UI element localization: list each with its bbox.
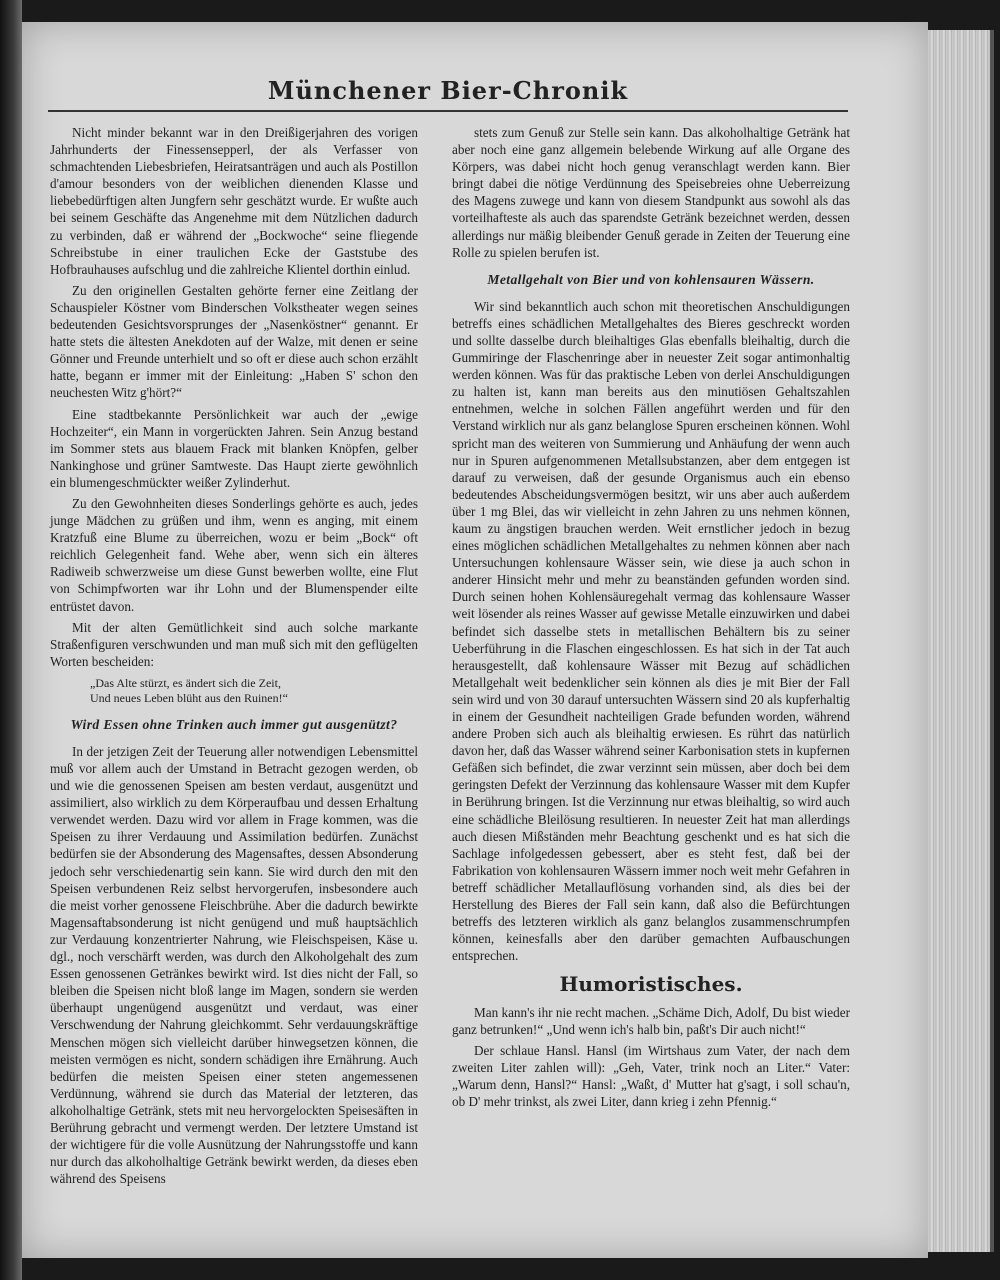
paragraph: Nicht minder bekannt war in den Dreißigerjahren des vorigen Jahrhunderts der Finessensepperl, der als Verfasser von schmachtenden Liebesbriefen, Heiratsanträgen und auch als Postillon d'amour besonders von der weiblichen dienenden Klasse und liebebedürftigen alten Jungfern sehr geschätzt wurde. Er wußte auch bei seinem Geschäfte das Angenehme mit dem Nützlichen dadurch zu verbinden, daß er während der „Bockwoche“ seine fliegende Schreibstube in einer traulichen Ecke der Gaststube des Hofbrauhauses aufschlug und die zahlreiche Klientel dorthin einlud. [50, 125, 418, 277]
scan-binding-edge [0, 0, 22, 1280]
paragraph: Zu den originellen Gestalten gehörte ferner eine Zeitlang der Schauspieler Köstner vom Binderschen Volkstheater wegen seines bedeutenden Gesichtsvorsprunges der „Nasenköstner“ genannt. Er hatte stets die ältesten Anekdoten auf der Walze, mit denen er seine Gönner und Freunde unterhielt und so oft er diese auch schon erzählt hatte, begann er immer mit der Einleitung: „Haben S' schon den neuchesten Witz g'hört?“ [50, 282, 418, 401]
joke: Man kann's ihr nie recht machen. „Schäme Dich, Adolf, Du bist wieder ganz betrunken!“ „Und wenn ich's halb bin, paßt's Dir auch nicht!“ [452, 1004, 850, 1037]
quote-line: Und neues Leben blüht aus den Ruinen!“ [90, 690, 288, 705]
joke: Der schlaue Hansl. Hansl (im Wirtshaus zum Vater, der nach dem zweiten Liter zahlen will): „Geh, Vater, trink noch an Liter.“ Vater: „Warum denn, Hansl?“ Hansl: „Waßt, d' Mutter hat g'sagt, i soll schau'n, ob D' mehr trinkst, als zwei Liter, dann krieg i zehn Pfennig.“ [452, 1042, 850, 1109]
paragraph: In der jetzigen Zeit der Teuerung aller notwendigen Lebensmittel muß vor allem auch der Umstand in Betracht gezogen werden, ob und wie die genossenen Speisen am besten verdaut, ausgenützt und assimiliert, also wirklich zu dem Körperaufbau und dessen Erhaltung verwendet werden. Dazu wird vor allem in Frage kommen, was die Speisen zu ihrer Verdauung und Assimilation bedürfen. Zunächst bedürfen sie der Absonderung des Magensaftes, dessen Absonderung jedoch sehr verschiedenartig sein kann. Sie wird durch den mit den Speisen verbundenen Reiz selbst hervorgerufen, insbesondere auch die meist vorher genossene Fleischbrühe. Aber die dadurch bewirkte Magensaftabsonderung ist nicht genügend und muß hauptsächlich zur Verdauung konzentrierter Nahrung, wie Fleischspeisen, Käse u. dgl., noch verschärft werden, was durch den Alkoholgehalt des zum Essen genossenen Getränkes bewirkt wird. Ist dies nicht der Fall, so bleiben die Speisen nicht bloß lange im Magen, sondern sie werden überhaupt ungenügend ausgenützt und verdaut, was einer Verschwendung der Nahrung gleichkommt. Sehr verdauungskräftige Menschen mögen sich vielleicht darüber hinwegsetzen können, die meisten vermögen es nicht, sondern schädigen ihre Ernährung. Auch bedürfen die meisten Speisen einer steten angemessenen Verdünnung, während sie durch das Material der letzteren, das alkoholhaltige Getränk, stets mit neu hervorgelockten Speisesäften in Berührung gebracht und vermengt werden. Der letztere Umstand ist der wichtigere für die volle Ausnützung der Nahrungsstoffe und kann nur durch das alkoholhaltige Getränk bewirkt werden, da dieses eben während des Speisens [50, 743, 418, 1187]
quote-line: „Das Alte stürzt, es ändert sich die Zeit, [90, 675, 281, 690]
paragraph: Eine stadtbekannte Persönlichkeit war auch der „ewige Hochzeiter“, ein Mann in vorgerückten Jahren. Sein Anzug bestand im Sommer stets aus blauem Frack mit blanken Knöpfen, gelber Nankinghose und grüner Samtweste. Das Haupt zierte gewöhnlich ein blumengeschmückter weißer Zylinderhut. [50, 406, 418, 490]
paragraph: Zu den Gewohnheiten dieses Sonderlings gehörte es auch, jedes junge Mädchen zu grüßen und ihm, wenn es anging, mit einem Kratzfuß eine Blume zu überreichen, wozu er beim „Bock“ oft reichlich Gelegenheit fand. Wehe aber, wenn sich ein älteres Radiweib schwerzweise um diese Gunst bewerben wollte, eine Flut von Schimpfworten war ihr Lohn und der Blumenspender eilte entrüstet davon. [50, 495, 418, 614]
quote [50, 676, 418, 706]
left-column [50, 124, 418, 1191]
page-header: Münchener Bier-Chronik [48, 76, 848, 112]
paragraph: Wir sind bekanntlich auch schon mit theoretischen Anschuldigungen betreffs eines schädlichen Metallgehaltes des Bieres geschreckt worden und sollte dasselbe durch bleihaltiges Glas ebenfalls bleihaltig, durch die Gummiringe der Flaschenringe aber in neuester Zeit sogar antimonhaltig werden können. Was für das praktische Leben von derlei Anschuldigungen zu halten ist, kann man bereits aus den minutiösen Gehaltszahlen entnehmen, welche in solchen Fällen angeführt werden und für den Verstand wirklich nur als ganz belanglose Spuren erscheinen können. Wohl spricht man des weiteren von Summierung und Anhäufung der wenn auch nur in Spuren aufgenommenen Metallsubstanzen, aber dem entgegen ist darauf zu verweisen, daß der gesunde Organismus auch ein ebenso bedeutendes Abscheidungsvermögen besitzt, wir uns aber auch außerdem über 1 mg Blei, das wir vielleicht in zehn Jahren zu uns nehmen können, kaum zu ängstigen brauchen werden. Weit ernstlicher jedoch in bezug eines möglichen schädlichen Metallgehaltes zu nehmen können aber nach Untersuchungen kohlensaure Wässer sein, wie diese ja auch schon in anderer Hinsicht mehr und mehr zu beanständen gefunden worden sind. Durch seinen hohen Kohlensäuregehalt vermag das kohlensaure Wasser weit lösender als reines Wasser auf gewisse Metalle einzuwirken und dabei befindet sich dasselbe stets in metallischen Behältern bis zu seiner Ueberführung in die Flaschen eingeschlossen. Es hat sich in der Tat auch herausgestellt, daß kohlensaure Wässer mit Bezug auf schädlichen Metallgehalt weit bedenklicher sein können als dies je mit Bier der Fall sein wird und von 30 darauf untersuchten Wässern sind 20 als kupferhaltig in einem der Gesundheit nachteiligen Grade befunden worden, während andere Proben sich auch als bleihaltig erwiesen. Es rührt das natürlich davon her, daß das Wasser während seiner Karbonisation stets in kupfernen Gefäßen sich befindet, die zwar verzinnt sein müssen, aber doch bei dem geringsten Defekt der Verzinnung das kohlensaure Wasser mit dem Kupfer in Berührung bringen. Ist die Verzinnung nur etwas bleihaltig, so wird auch eine schädliche Bleilösung resultieren. In neuester Zeit hat man allerdings auch diesen Mißständen mehr Beachtung geschenkt und es hat sich die Sachlage infolgedessen gebessert, aber es steht fest, daß bei der Fabrikation von kohlensauren Wässern immer noch weit mehr Gefahren in betreff schädlicher Metallauflösung vorhanden sind, als dies bei der Herstellung des Bieres der Fall sein kann, daß also die Befürchtungen betreffs des letzteren wirklich als ganz belanglos zusammenschrumpfen können, keinesfalls aber den darüber gemachten Aufbauschungen entsprechen. [452, 298, 850, 964]
section-heading: Humoristisches. [559, 972, 743, 997]
page-stack-edge [928, 30, 994, 1252]
article-heading: Wird Essen ohne Trinken auch immer gut ausgenützt? [70, 716, 398, 732]
paragraph: stets zum Genuß zur Stelle sein kann. Das alkoholhaltige Getränk hat aber noch eine ganz allgemein belebende Wirkung auf alle Organe des Körpers, was dabei nicht hoch genug veranschlagt werden kann. Bier bringt dabei die nötige Verdünnung des Speisebreies ohne Ueberreizung des Magens zuwege und kann von diesem Standpunkt aus sowohl als das vorteilhafteste als auch das sparendste Getränk bezeichnet werden, dessen allerdings nur mäßig bleibender Genuß gerade in Zeiten der Teuerung eine Rolle zu spielen berufen ist. [452, 125, 850, 260]
right-column [452, 124, 850, 1114]
article-heading: Metallgehalt von Bier und von kohlensauren Wässern. [487, 271, 815, 287]
paragraph: Mit der alten Gemütlichkeit sind auch solche markante Straßenfiguren verschwunden und man muß sich mit den geflügelten Worten bescheiden: [50, 619, 418, 669]
